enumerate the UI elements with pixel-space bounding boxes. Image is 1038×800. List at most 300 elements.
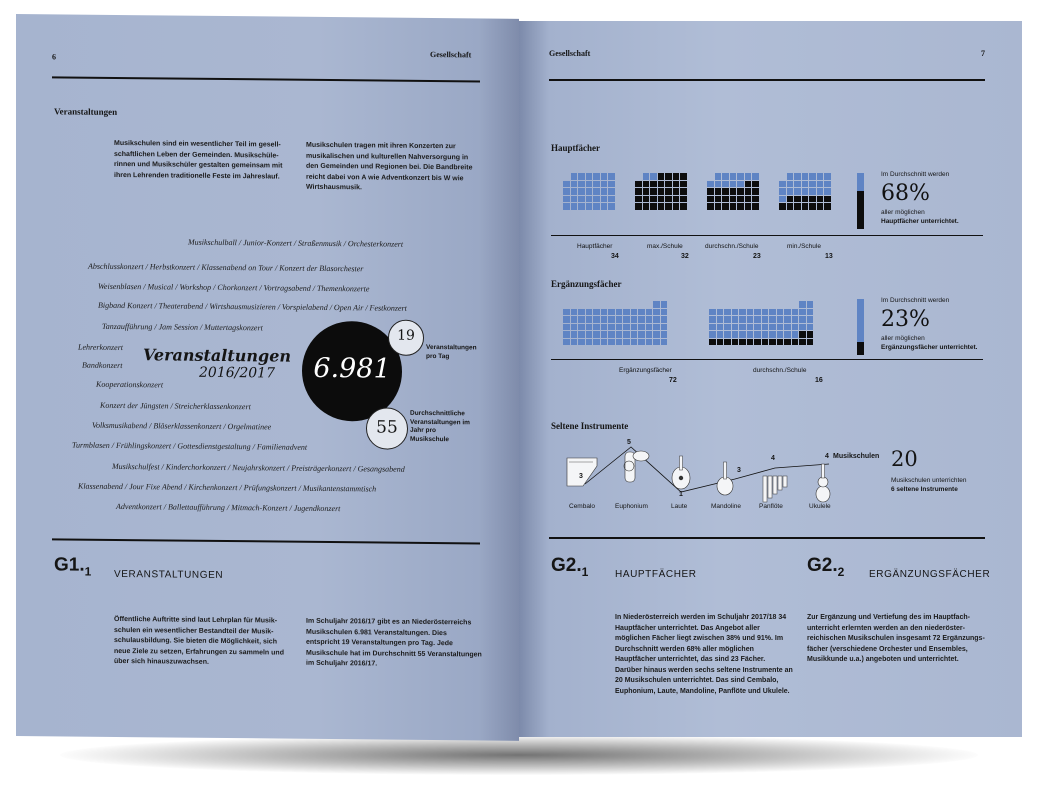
grid-square bbox=[745, 203, 752, 210]
grid-square bbox=[563, 196, 570, 203]
label-panfloete: Panflöte bbox=[759, 503, 783, 510]
grid-square bbox=[623, 339, 630, 346]
grid-square bbox=[593, 324, 600, 331]
page-shadow bbox=[60, 735, 978, 775]
grid-square bbox=[722, 188, 729, 195]
average-label: Durchschnittliche Veranstaltungen im Jahr pro Musikschule bbox=[410, 409, 470, 443]
grid-square bbox=[799, 331, 806, 338]
erg-baseline bbox=[551, 359, 983, 360]
euphonium-icon bbox=[624, 451, 649, 482]
grid-square bbox=[752, 173, 759, 180]
grid-square bbox=[586, 181, 593, 188]
grid-square bbox=[809, 188, 816, 195]
grid-square bbox=[571, 173, 578, 180]
grid-square bbox=[608, 309, 615, 316]
erg-percent: 23% bbox=[881, 307, 930, 332]
grid-square bbox=[643, 188, 650, 195]
event-line: Musikschulball / Junior-Konzert / Straßenmusik / Orchesterkonzert bbox=[188, 237, 404, 249]
grid-square bbox=[754, 339, 761, 346]
grid-square bbox=[680, 173, 687, 180]
grid-square bbox=[794, 173, 801, 180]
grid-square bbox=[586, 173, 593, 180]
grid-square bbox=[730, 203, 737, 210]
grid-square bbox=[777, 316, 784, 323]
grid-square bbox=[601, 309, 608, 316]
grid-square bbox=[715, 196, 722, 203]
grid-square bbox=[779, 203, 786, 210]
grid-square bbox=[799, 309, 806, 316]
grid-square bbox=[673, 196, 680, 203]
page-number-left: 6 bbox=[52, 52, 56, 62]
grid-square bbox=[608, 203, 615, 210]
grid-square bbox=[779, 188, 786, 195]
grid-square bbox=[646, 324, 653, 331]
grid-square bbox=[787, 203, 794, 210]
grid-square bbox=[571, 196, 578, 203]
grid-square bbox=[646, 331, 653, 338]
grid-square bbox=[601, 203, 608, 210]
grid-square bbox=[653, 316, 660, 323]
grid-square bbox=[578, 173, 585, 180]
grid-square bbox=[717, 339, 724, 346]
grid-square bbox=[747, 324, 754, 331]
grid-square bbox=[754, 324, 761, 331]
grid-square bbox=[593, 173, 600, 180]
grid-square bbox=[608, 339, 615, 346]
grid-square bbox=[650, 196, 657, 203]
grid-square bbox=[601, 196, 608, 203]
selten-note: Musikschulen unterrichten bbox=[891, 477, 967, 484]
grid-square bbox=[807, 316, 814, 323]
mandolin-icon bbox=[717, 462, 733, 495]
grid-square bbox=[777, 339, 784, 346]
mid-rule-right bbox=[549, 537, 985, 539]
grid-square bbox=[709, 316, 716, 323]
grid-square bbox=[616, 309, 623, 316]
grid-square bbox=[799, 316, 806, 323]
label-laute: Laute bbox=[671, 503, 688, 510]
grid-square bbox=[563, 324, 570, 331]
grid-square bbox=[608, 181, 615, 188]
grid-square bbox=[824, 203, 831, 210]
grid-square bbox=[593, 316, 600, 323]
grid-square bbox=[777, 331, 784, 338]
erg-value-avg: 16 bbox=[815, 377, 823, 384]
grid-square bbox=[809, 181, 816, 188]
grid-square bbox=[571, 339, 578, 346]
grid-square bbox=[680, 181, 687, 188]
grid-square bbox=[578, 316, 585, 323]
erg-grid-total bbox=[563, 301, 667, 345]
grid-square bbox=[586, 339, 593, 346]
grid-square bbox=[724, 331, 731, 338]
grid-square bbox=[631, 324, 638, 331]
grid-square bbox=[747, 309, 754, 316]
erg-note-top: Im Durchschnitt werden bbox=[881, 297, 950, 304]
grid-square bbox=[608, 324, 615, 331]
event-line: Tanzaufführung / Jam Session / Muttertagskonzert bbox=[102, 321, 263, 333]
grid-square bbox=[717, 331, 724, 338]
haupt-grid-total bbox=[563, 173, 615, 210]
haupt-label-min: min./Schule bbox=[787, 243, 821, 250]
grid-square bbox=[578, 188, 585, 195]
grid-square bbox=[673, 203, 680, 210]
intro-text-right: Musikschulen tragen mit ihren Konzerten zur musikalischen und kulturellen Nahversorgung in den Gemeinden und Regionen bei. Die Bandbreite reicht dabei von A wie Adventkonzert bis W wie Wirtshausmusik. bbox=[306, 141, 473, 192]
grid-square bbox=[730, 188, 737, 195]
feature-heading bbox=[132, 345, 302, 383]
grid-square bbox=[680, 203, 687, 210]
grid-square bbox=[792, 324, 799, 331]
section-number-sub: 1 bbox=[581, 564, 589, 579]
grid-square bbox=[563, 203, 570, 210]
grid-square bbox=[653, 309, 660, 316]
grid-square bbox=[593, 196, 600, 203]
selten-note-bold: 6 seltene Instrumente bbox=[891, 486, 958, 493]
grid-square bbox=[571, 309, 578, 316]
grid-square bbox=[653, 331, 660, 338]
grid-square bbox=[707, 203, 714, 210]
grid-square bbox=[724, 339, 731, 346]
grid-square bbox=[745, 196, 752, 203]
grid-square bbox=[817, 196, 824, 203]
grid-square bbox=[631, 331, 638, 338]
grid-square bbox=[601, 188, 608, 195]
grid-square bbox=[724, 309, 731, 316]
grid-square bbox=[762, 316, 769, 323]
grid-square bbox=[593, 339, 600, 346]
grid-square bbox=[571, 203, 578, 210]
grid-square bbox=[563, 331, 570, 338]
mid-rule-left bbox=[52, 538, 480, 544]
grid-square bbox=[593, 331, 600, 338]
erg-label-total: Ergänzungsfächer bbox=[619, 367, 672, 374]
selten-title: Seltene Instrumente bbox=[551, 421, 629, 431]
grid-square bbox=[784, 309, 791, 316]
grid-square bbox=[762, 331, 769, 338]
label-euphonium: Euphonium bbox=[615, 503, 648, 510]
event-line: Adventkonzert / Ballettaufführung / Mitmach-Konzert / Jugendkonzert bbox=[116, 501, 341, 514]
grid-square bbox=[747, 339, 754, 346]
grid-square bbox=[794, 203, 801, 210]
body-text-haupt: In Niederösterreich werden im Schuljahr 2017/18 34 Hauptfächer unterrichtet. Das Angebot aller möglichen Fächer liegt zwischen 38% und 91%. Im Durchschnitt werden 68% aller möglichen Hauptfächer unterrichtet, das sind 23 Fächer. Darüber hinaus werden sechs seltene Instrumente an 20 Musikschulen unterrichtet. Das sind Cembalo, Euphonium, Laute, Mandoline, Panflöte und Ukulele. bbox=[615, 614, 793, 695]
grid-square bbox=[717, 309, 724, 316]
count-ukulele: 4 bbox=[825, 453, 829, 460]
lute-icon bbox=[672, 456, 690, 489]
haupt-value-min: 13 bbox=[825, 253, 833, 260]
grid-square bbox=[747, 331, 754, 338]
section-number-sub: 1 bbox=[84, 564, 92, 579]
grid-square bbox=[769, 331, 776, 338]
grid-square bbox=[799, 339, 806, 346]
grid-square bbox=[616, 331, 623, 338]
haupt-title: Hauptfächer bbox=[551, 143, 600, 153]
grid-square bbox=[635, 203, 642, 210]
grid-square bbox=[807, 324, 814, 331]
grid-square bbox=[777, 309, 784, 316]
grid-square bbox=[578, 309, 585, 316]
running-header-left: Gesellschaft bbox=[430, 49, 472, 60]
grid-square bbox=[737, 181, 744, 188]
haupt-note-top: Im Durchschnitt werden bbox=[881, 171, 950, 178]
grid-square bbox=[623, 331, 630, 338]
grid-square bbox=[635, 181, 642, 188]
grid-square bbox=[762, 339, 769, 346]
grid-square bbox=[586, 203, 593, 210]
body-text-erg: Zur Ergänzung und Vertiefung des im Hauptfach-unterricht erlernten werden an den niederöster-reichischen Musikschulen insgesamt 72 Ergänzungs-fächer (verschiedene Orchester und Ensembles, Musikkunde u.a.) angeboten und unterrichtet. bbox=[807, 614, 985, 663]
body-text-col1: Öffentliche Auftritte sind laut Lehrplan für Musik-schulen ein wesentlicher Bestandteil der Musik-schulausbildung. Sie bieten die Möglichkeit, sich neue Ziele zu setzen, Erfahrungen zu sammeln und über sich hinauszuwachsen. bbox=[114, 615, 284, 666]
grid-square bbox=[571, 324, 578, 331]
grid-square bbox=[794, 196, 801, 203]
grid-square bbox=[809, 203, 816, 210]
grid-square bbox=[650, 203, 657, 210]
grid-square bbox=[739, 339, 746, 346]
count-cembalo: 3 bbox=[579, 473, 583, 480]
grid-square bbox=[817, 203, 824, 210]
grid-square bbox=[658, 173, 665, 180]
grid-square bbox=[635, 188, 642, 195]
haupt-value-max: 32 bbox=[681, 253, 689, 260]
per-day-value: 19 bbox=[397, 327, 415, 344]
grid-square bbox=[593, 203, 600, 210]
erg-note-bold: Ergänzungsfächer unterrichtet. bbox=[881, 344, 978, 351]
grid-square bbox=[707, 188, 714, 195]
grid-square bbox=[787, 188, 794, 195]
haupt-note-bottom: aller möglichen bbox=[881, 209, 925, 216]
event-line: Bigband Konzert / Theaterabend / Wirtshausmusizieren / Vorspielabend / Open Air / Festkonzert bbox=[98, 300, 407, 313]
grid-square bbox=[593, 181, 600, 188]
grid-square bbox=[665, 196, 672, 203]
grid-square bbox=[739, 331, 746, 338]
haupt-note-bold: Hauptfächer unterrichtet. bbox=[881, 218, 959, 225]
grid-square bbox=[601, 324, 608, 331]
grid-square bbox=[673, 181, 680, 188]
grid-square bbox=[717, 324, 724, 331]
grid-square bbox=[601, 339, 608, 346]
grid-square bbox=[730, 196, 737, 203]
haupt-label-total: Hauptfächer bbox=[577, 243, 613, 250]
page-number-right: 7 bbox=[981, 49, 985, 58]
grid-square bbox=[653, 301, 660, 308]
grid-square bbox=[578, 339, 585, 346]
grid-square bbox=[578, 331, 585, 338]
grid-square bbox=[802, 173, 809, 180]
grid-square bbox=[665, 181, 672, 188]
grid-square bbox=[754, 316, 761, 323]
intro-text-left: Musikschulen sind ein wesentlicher Teil im gesell-schaftlichen Leben der Gemeinden. Musikschüle-rinnen und Musikschüler gestalten gemeinsam mit ihren Lehrenden traditionelle Feste im Jahreslauf. bbox=[114, 139, 283, 181]
label-cembalo: Cembalo bbox=[569, 503, 596, 510]
label-ukulele: Ukulele bbox=[809, 503, 831, 510]
section-number-main: G2. bbox=[551, 555, 582, 576]
haupt-label-avg: durchschn./Schule bbox=[705, 243, 759, 250]
event-line: Bandkonzert bbox=[82, 360, 123, 371]
event-line: Klassenabend / Jour Fixe Abend / Kirchenkonzert / Prüfungskonzert / Musikantenstammtisch bbox=[78, 481, 377, 494]
grid-square bbox=[762, 324, 769, 331]
grid-square bbox=[739, 316, 746, 323]
event-line: Turmblasen / Frühlingskonzert / Gottesdienstgestaltung / Familienadvent bbox=[72, 440, 308, 452]
grid-square bbox=[802, 181, 809, 188]
grid-square bbox=[638, 309, 645, 316]
grid-square bbox=[739, 309, 746, 316]
grid-square bbox=[673, 188, 680, 195]
section-g1-title: VERANSTALTUNGEN bbox=[114, 568, 224, 581]
event-line: Abschlusskonzert / Herbstkonzert / Klassenabend on Tour / Konzert der Blasorchester bbox=[88, 261, 364, 274]
grid-square bbox=[631, 316, 638, 323]
grid-square bbox=[665, 173, 672, 180]
grid-square bbox=[792, 309, 799, 316]
grid-square bbox=[799, 301, 806, 308]
grid-square bbox=[807, 331, 814, 338]
per-day-label: Veranstaltungen pro Tag bbox=[426, 343, 477, 360]
feature-year: 2016/2017 bbox=[199, 364, 275, 382]
grid-square bbox=[737, 196, 744, 203]
grid-square bbox=[650, 188, 657, 195]
grid-square bbox=[737, 188, 744, 195]
grid-square bbox=[608, 173, 615, 180]
grid-square bbox=[802, 203, 809, 210]
grid-square bbox=[739, 324, 746, 331]
grid-square bbox=[586, 309, 593, 316]
grid-square bbox=[571, 181, 578, 188]
grid-square bbox=[724, 316, 731, 323]
grid-square bbox=[661, 309, 668, 316]
grid-square bbox=[661, 301, 668, 308]
grid-square bbox=[593, 188, 600, 195]
count-euphonium: 5 bbox=[627, 439, 631, 446]
grid-square bbox=[807, 309, 814, 316]
grid-square bbox=[824, 181, 831, 188]
grid-square bbox=[724, 324, 731, 331]
haupt-percent-bar bbox=[857, 173, 864, 229]
body-text-col2: Im Schuljahr 2016/17 gibt es an Niederösterreichs Musikschulen 6.981 Veranstaltungen. Dies entspricht 19 Veranstaltungen pro Tag. Jede Musikschule hat im Durchschnitt 55 Veranstaltungen im Schuljahr 2016/17. bbox=[306, 617, 482, 668]
grid-square bbox=[586, 196, 593, 203]
grid-square bbox=[638, 316, 645, 323]
section-number-main: G1. bbox=[54, 554, 85, 576]
grid-square bbox=[658, 196, 665, 203]
grid-square bbox=[665, 188, 672, 195]
grid-square bbox=[586, 324, 593, 331]
grid-square bbox=[658, 181, 665, 188]
grid-square bbox=[571, 188, 578, 195]
grid-square bbox=[824, 196, 831, 203]
grid-square bbox=[631, 309, 638, 316]
grid-square bbox=[616, 324, 623, 331]
event-line: Kooperationskonzert bbox=[96, 379, 164, 390]
ukulele-icon bbox=[816, 464, 830, 502]
grid-square bbox=[563, 339, 570, 346]
grid-square bbox=[601, 181, 608, 188]
grid-square bbox=[752, 188, 759, 195]
grid-square bbox=[646, 339, 653, 346]
grid-square bbox=[817, 181, 824, 188]
grid-square bbox=[732, 324, 739, 331]
count-mandoline: 3 bbox=[737, 467, 741, 474]
grid-square bbox=[784, 316, 791, 323]
grid-square bbox=[745, 181, 752, 188]
grid-square bbox=[653, 324, 660, 331]
average-value: 55 bbox=[376, 417, 398, 438]
grid-square bbox=[732, 316, 739, 323]
grid-square bbox=[817, 173, 824, 180]
label-mandoline: Mandoline bbox=[711, 503, 741, 510]
erg-percent-bar bbox=[857, 299, 864, 355]
grid-square bbox=[787, 173, 794, 180]
grid-square bbox=[608, 316, 615, 323]
grid-square bbox=[737, 203, 744, 210]
grid-square bbox=[809, 196, 816, 203]
grid-square bbox=[752, 203, 759, 210]
grid-square bbox=[745, 173, 752, 180]
grid-square bbox=[824, 173, 831, 180]
grid-square bbox=[715, 203, 722, 210]
grid-square bbox=[643, 181, 650, 188]
grid-square bbox=[661, 324, 668, 331]
grid-square bbox=[784, 331, 791, 338]
grid-square bbox=[747, 316, 754, 323]
grid-square bbox=[732, 331, 739, 338]
top-rule-left bbox=[52, 76, 480, 82]
running-header-right: Gesellschaft bbox=[549, 49, 591, 58]
grid-square bbox=[638, 339, 645, 346]
selten-big-value: 20 bbox=[891, 447, 918, 471]
grid-square bbox=[715, 181, 722, 188]
grid-square bbox=[608, 196, 615, 203]
section-number-g1 bbox=[54, 554, 91, 578]
grid-square bbox=[777, 324, 784, 331]
grid-square bbox=[646, 309, 653, 316]
grid-square bbox=[722, 181, 729, 188]
section-g2-1-title: HAUPTFÄCHER bbox=[615, 569, 697, 580]
grid-square bbox=[571, 331, 578, 338]
event-line: Volksmusikabend / Bläserklassenkonzert / Orgelmatinee bbox=[92, 420, 272, 432]
grid-square bbox=[762, 309, 769, 316]
grid-square bbox=[792, 339, 799, 346]
grid-square bbox=[730, 181, 737, 188]
grid-square bbox=[661, 339, 668, 346]
grid-square bbox=[586, 316, 593, 323]
section-number-g2-1 bbox=[551, 555, 588, 579]
grid-square bbox=[616, 339, 623, 346]
grid-square bbox=[722, 173, 729, 180]
grid-square bbox=[623, 324, 630, 331]
grid-square bbox=[752, 196, 759, 203]
grid-square bbox=[608, 331, 615, 338]
grid-square bbox=[643, 173, 650, 180]
grid-square bbox=[732, 339, 739, 346]
grid-square bbox=[680, 196, 687, 203]
feature-title: Veranstaltungen bbox=[142, 345, 292, 366]
grid-square bbox=[643, 196, 650, 203]
grid-square bbox=[799, 324, 806, 331]
grid-square bbox=[616, 316, 623, 323]
erg-note-bottom: aller möglichen bbox=[881, 335, 925, 342]
haupt-grid-min bbox=[779, 173, 831, 210]
grid-square bbox=[638, 324, 645, 331]
haupt-baseline bbox=[551, 235, 983, 236]
grid-square bbox=[769, 316, 776, 323]
grid-square bbox=[732, 309, 739, 316]
grid-square bbox=[817, 188, 824, 195]
grid-square bbox=[658, 188, 665, 195]
grid-square bbox=[643, 203, 650, 210]
grid-square bbox=[787, 181, 794, 188]
grid-square bbox=[661, 316, 668, 323]
grid-square bbox=[730, 173, 737, 180]
grid-square bbox=[809, 173, 816, 180]
haupt-percent: 68% bbox=[881, 181, 930, 206]
grid-square bbox=[563, 316, 570, 323]
grid-square bbox=[586, 188, 593, 195]
grid-square bbox=[709, 331, 716, 338]
